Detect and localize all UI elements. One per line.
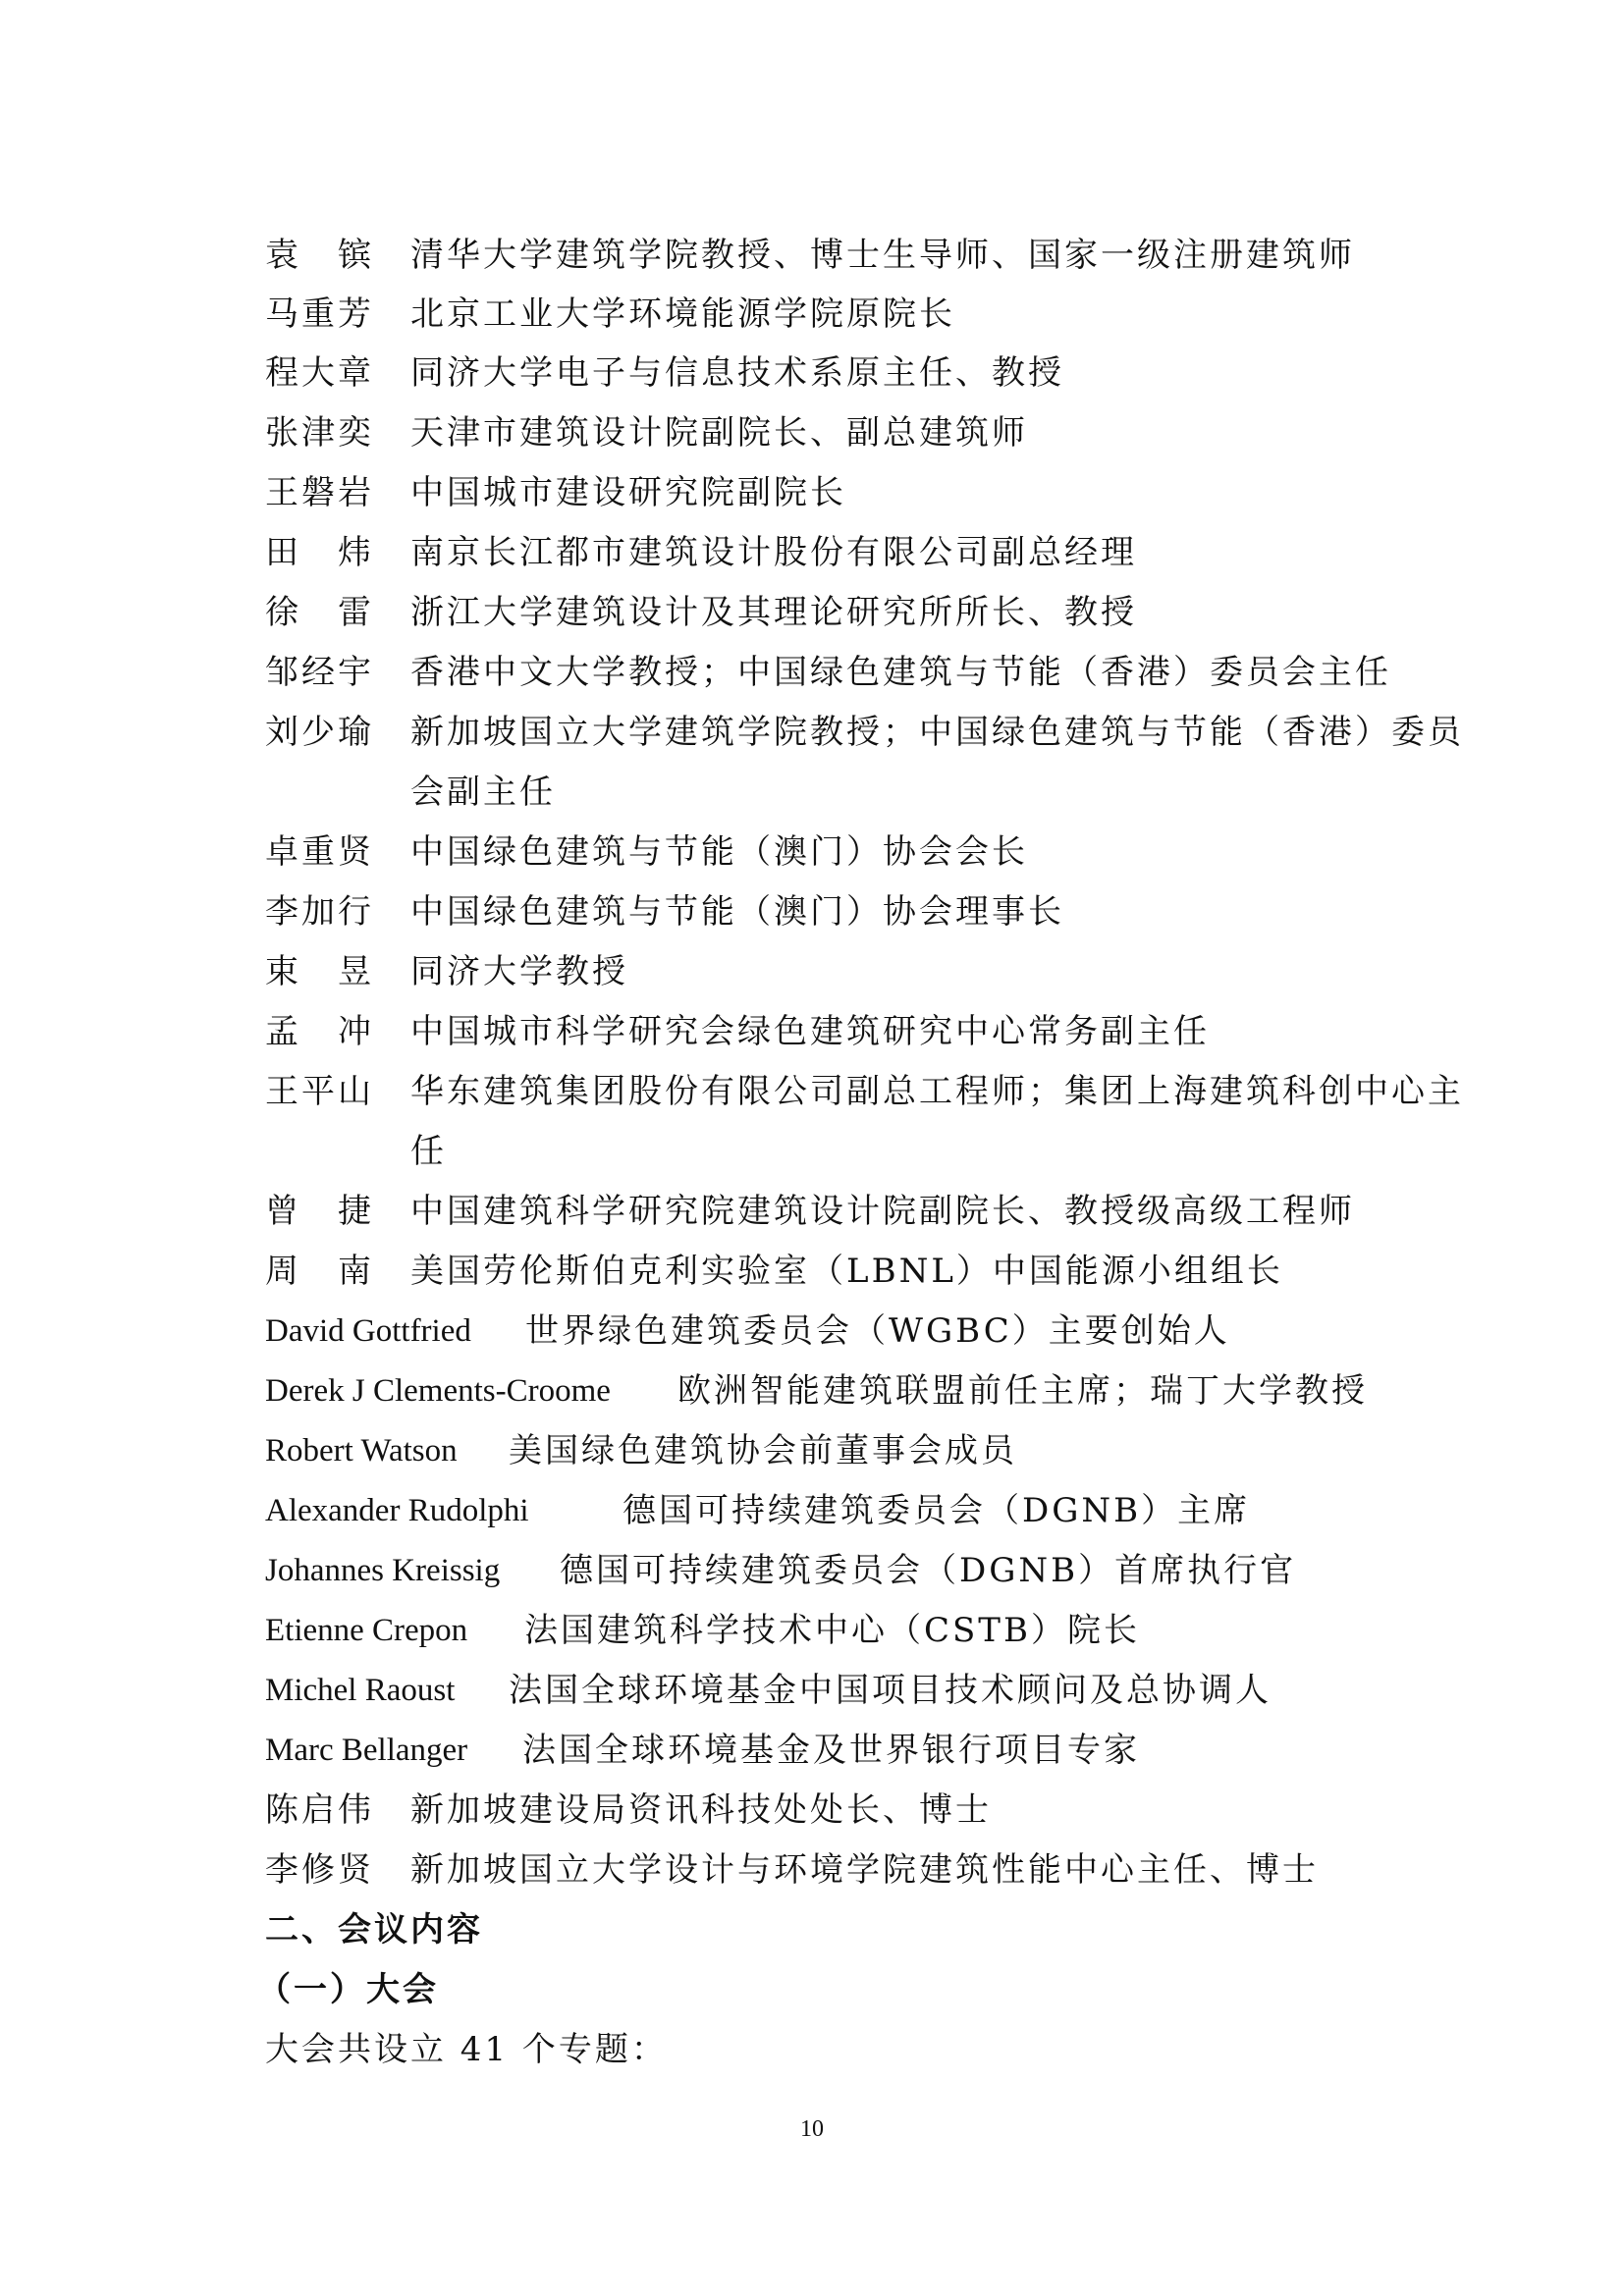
intro-paragraph: 大会共设立 41 个专题： (265, 2030, 668, 2069)
member-title: 世界绿色建筑委员会（WGBC）主要创始人 (525, 1311, 1230, 1351)
member-title: 中国绿色建筑与节能（澳门）协会会长 (410, 832, 1028, 872)
member-title: 中国城市建设研究院副院长 (410, 473, 846, 512)
member-title: 美国绿色建筑协会前董事会成员 (509, 1431, 1017, 1470)
member-title: 同济大学电子与信息技术系原主任、教授 (410, 353, 1064, 393)
member-title: 欧洲智能建筑联盟前任主席；瑞丁大学教授 (677, 1371, 1368, 1411)
member-name: 周 南 (265, 1252, 374, 1291)
member-name: 马重芳 (265, 294, 374, 334)
member-title-continuation: 会副主任 (410, 773, 556, 812)
sub-heading: （一）大会 (257, 1970, 439, 2009)
member-title: 新加坡国立大学建筑学院教授；中国绿色建筑与节能（香港）委员 (410, 713, 1464, 752)
member-name: Michel Raoust (265, 1673, 456, 1708)
member-name: Etienne Crepon (265, 1613, 468, 1648)
member-name: 程大章 (265, 353, 374, 393)
member-title: 中国绿色建筑与节能（澳门）协会理事长 (410, 892, 1064, 932)
member-title: 天津市建筑设计院副院长、副总建筑师 (410, 413, 1028, 453)
member-title: 法国全球环境基金及世界银行项目专家 (522, 1731, 1140, 1770)
member-title-continuation: 任 (410, 1132, 447, 1171)
member-title: 北京工业大学环境能源学院原院长 (410, 294, 955, 334)
member-name: 邹经宇 (265, 653, 374, 692)
member-title: 德国可持续建筑委员会（DGNB）主席 (623, 1491, 1251, 1530)
member-title: 中国城市科学研究会绿色建筑研究中心常务副主任 (410, 1012, 1210, 1051)
member-name: 卓重贤 (265, 832, 374, 872)
member-title: 清华大学建筑学院教授、博士生导师、国家一级注册建筑师 (410, 236, 1355, 275)
member-title: 美国劳伦斯伯克利实验室（LBNL）中国能源小组组长 (410, 1252, 1283, 1291)
member-name: 王磐岩 (265, 473, 374, 512)
member-name: 李加行 (265, 892, 374, 932)
member-title: 新加坡建设局资讯科技处处长、博士 (410, 1790, 992, 1830)
member-name: 束 昱 (265, 952, 374, 991)
member-name: 刘少瑜 (265, 713, 374, 752)
member-title: 中国建筑科学研究院建筑设计院副院长、教授级高级工程师 (410, 1192, 1355, 1231)
member-name: Marc Bellanger (265, 1733, 468, 1768)
member-name: 曾 捷 (265, 1192, 374, 1231)
member-title: 法国建筑科学技术中心（CSTB）院长 (524, 1611, 1140, 1650)
member-title: 同济大学教授 (410, 952, 628, 991)
member-name: 张津奕 (265, 413, 374, 453)
section-heading: 二、会议内容 (265, 1910, 483, 1949)
member-title: 南京长江都市建筑设计股份有限公司副总经理 (410, 533, 1137, 572)
member-name: 田 炜 (265, 533, 374, 572)
member-name: Alexander Rudolphi (265, 1493, 529, 1528)
member-title: 浙江大学建筑设计及其理论研究所所长、教授 (410, 593, 1137, 632)
member-name: 王平山 (265, 1072, 374, 1111)
member-name: Derek J Clements-Croome (265, 1373, 611, 1409)
member-title: 法国全球环境基金中国项目技术顾问及总协调人 (509, 1671, 1272, 1710)
page-number: 10 (800, 2116, 824, 2142)
member-name: Robert Watson (265, 1433, 458, 1468)
member-title: 香港中文大学教授；中国绿色建筑与节能（香港）委员会主任 (410, 653, 1391, 692)
member-name: 陈启伟 (265, 1790, 374, 1830)
member-name: 李修贤 (265, 1850, 374, 1890)
member-title: 新加坡国立大学设计与环境学院建筑性能中心主任、博士 (410, 1850, 1319, 1890)
member-title: 华东建筑集团股份有限公司副总工程师；集团上海建筑科创中心主 (410, 1072, 1464, 1111)
member-name: Johannes Kreissig (265, 1553, 501, 1588)
member-title: 德国可持续建筑委员会（DGNB）首席执行官 (560, 1551, 1297, 1590)
member-name: 徐 雷 (265, 593, 374, 632)
member-name: 孟 冲 (265, 1012, 374, 1051)
member-name: 袁 镔 (265, 236, 374, 275)
member-name: David Gottfried (265, 1313, 471, 1349)
